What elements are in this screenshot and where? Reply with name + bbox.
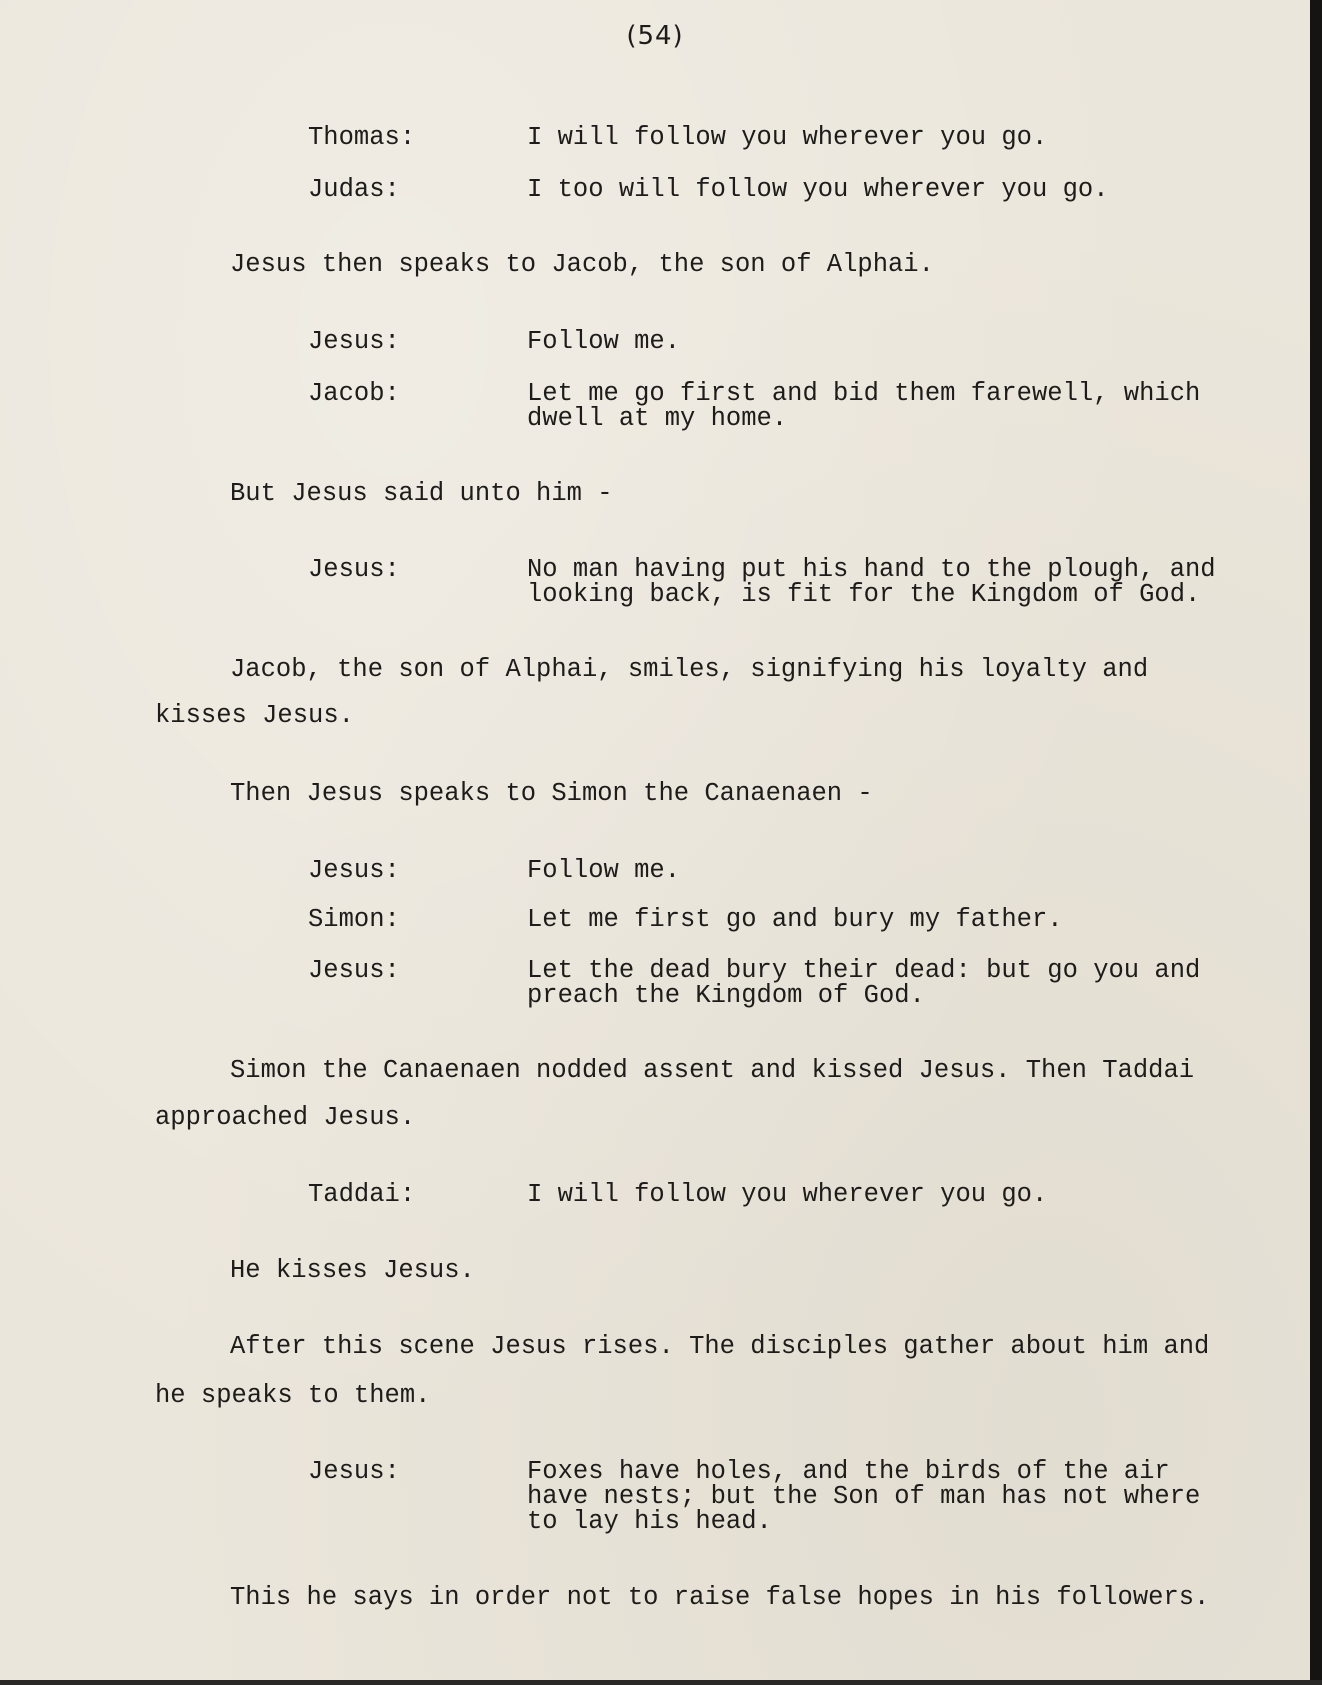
paragraph-line: Jacob, the son of Alphai, smiles, signifying his loyalty and (230, 655, 1149, 684)
dialogue-line: Let me first go and bury my father. (527, 905, 1063, 934)
page-number: (54) (626, 21, 684, 51)
speaker-label: Simon: (308, 905, 400, 934)
stage-direction: Then Jesus speaks to Simon the Canaenaen - (230, 779, 873, 808)
stage-direction: Jesus then speaks to Jacob, the son of Alphai. (230, 250, 934, 279)
speaker-label: Jesus: (308, 327, 400, 356)
dialogue-line: Foxes have holes, and the birds of the air (527, 1457, 1170, 1486)
scan-edge-shadow (1310, 0, 1322, 1685)
dialogue-line: No man having put his hand to the plough, and (527, 555, 1216, 584)
dialogue-line: to lay his head. (527, 1507, 772, 1536)
stage-direction: He kisses Jesus. (230, 1256, 475, 1285)
dialogue-line: Let me go first and bid them farewell, which (527, 379, 1201, 408)
paragraph-line: After this scene Jesus rises. The disciples gather about him and (230, 1332, 1210, 1361)
speaker-label: Jesus: (308, 1457, 400, 1486)
dialogue-line: Let the dead bury their dead: but go you and (527, 956, 1201, 985)
dialogue-line: Follow me. (527, 327, 681, 356)
speaker-label: Thomas: (308, 123, 416, 152)
paragraph-line: Simon the Canaenaen nodded assent and kissed Jesus. Then Taddai (230, 1056, 1195, 1085)
paragraph-line: kisses Jesus. (155, 701, 354, 730)
stage-direction: This he says in order not to raise false hopes in his followers. (230, 1583, 1210, 1612)
dialogue-line: looking back, is fit for the Kingdom of God. (527, 580, 1201, 609)
speaker-label: Taddai: (308, 1180, 416, 1209)
speaker-label: Jesus: (308, 856, 400, 885)
dialogue-line: dwell at my home. (527, 404, 788, 433)
dialogue-line: I too will follow you wherever you go. (527, 175, 1109, 204)
dialogue-line: Follow me. (527, 856, 681, 885)
dialogue-line: have nests; but the Son of man has not where (527, 1482, 1201, 1511)
paragraph-line: he speaks to them. (155, 1381, 431, 1410)
speaker-label: Jesus: (308, 555, 400, 584)
dialogue-line: I will follow you wherever you go. (527, 1180, 1048, 1209)
speaker-label: Jacob: (308, 379, 400, 408)
stage-direction: But Jesus said unto him - (230, 479, 613, 508)
speaker-label: Judas: (308, 175, 400, 204)
paragraph-line: approached Jesus. (155, 1103, 416, 1132)
speaker-label: Jesus: (308, 956, 400, 985)
dialogue-line: I will follow you wherever you go. (527, 123, 1048, 152)
dialogue-line: preach the Kingdom of God. (527, 981, 925, 1010)
scan-edge-shadow (0, 1680, 1322, 1685)
